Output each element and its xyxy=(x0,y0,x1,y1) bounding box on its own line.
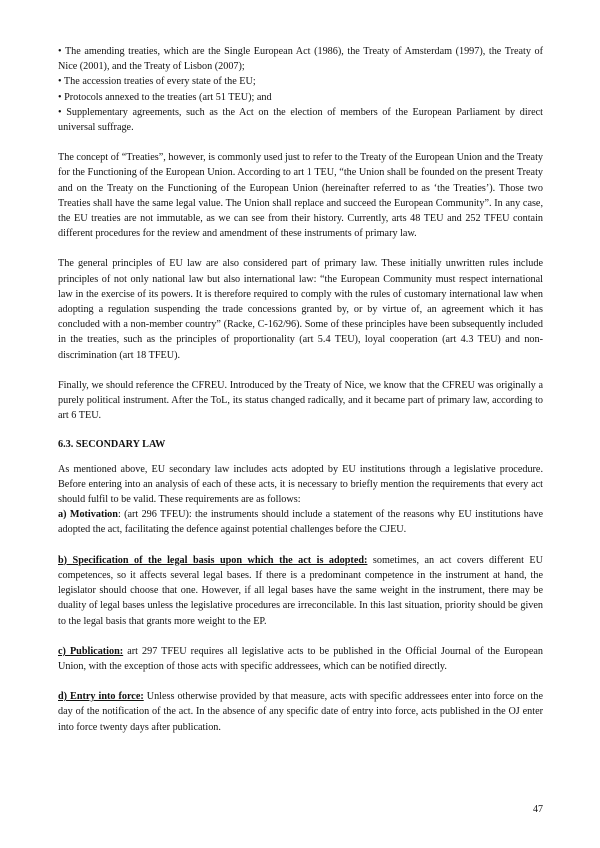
bullet-list xyxy=(58,44,543,135)
section-heading: 6.3. SECONDARY LAW xyxy=(58,439,166,451)
requirement-entry-into-force-text: Unless otherwise provided by that measure, acts with specific addressees enter into force on the day of the notification of the act. In the absence of any specific date of entry into force, acts published in the OJ enter into force twenty days after publication. xyxy=(58,691,543,733)
requirement-motivation xyxy=(58,507,543,537)
bullet-protocols: • Protocols annexed to the treaties (art 51 TEU); and xyxy=(58,91,272,103)
paragraph-general-principles: The general principles of EU law are also considered part of primary law. These initially unwritten rules include principles of not only national law but also international law: “the European Community must respect international law in the exercise of its powers. It is therefore required to comply with the rules of customary international law when adopting a regulation suspending the trade concessions granted by, or by virtue of, an agreement which it has concluded with a non-member country” (Racke, C-162/96). Some of these principles have been subsequently included in the treaties, such as the principles of proportionality (art 5.4 TEU), loyal cooperation (art 4.3 TEU) and non-discrimination (art 18 TFEU). xyxy=(58,258,543,361)
bullet-amending-treaties: • The amending treaties, which are the Single European Act (1986), the Treaty of Amsterdam (1997), the Treaty of Nice (2001), and the Treaty of Lisbon (2007); xyxy=(58,46,543,73)
page-number: 47 xyxy=(533,804,543,815)
requirement-publication-text: art 297 TFEU requires all legislative acts to be published in the Official Journal of the European Union, with the exception of those acts with specific addressees, which can be notified directly. xyxy=(58,645,543,672)
bullet-supplementary-agreements: • Supplementary agreements, such as the Act on the election of members of the European Parliament by direct universal suffrage. xyxy=(58,106,543,134)
requirement-motivation-text: : (art 296 TFEU): the instruments should include a statement of the reasons why EU institutions have adopted the act, facilitating the defence against potential challenges before the CJEU. xyxy=(58,509,543,536)
requirement-legal-basis-text: sometimes, an act covers different EU competences, so it affects several legal bases. If there is a predominant competence in the instrument at hand, the legislator should choose that one. However, if all legal bases have the same weight in the instrument, there may be duality of legal bases unless the legislative procedures are irreconcilable. In this last situation, priority should be given to the legal basis that grants more weight to the EP. xyxy=(58,554,543,627)
requirement-publication xyxy=(58,644,543,674)
requirement-entry-into-force xyxy=(58,689,543,735)
requirement-entry-into-force-label: d) Entry into force: xyxy=(58,691,144,703)
requirement-legal-basis-label: b) Specification of the legal basis upon which the act is adopted: xyxy=(58,554,368,566)
paragraph-cfreu: Finally, we should reference the CFREU. Introduced by the Treaty of Nice, we know that the CFREU was originally a purely political instrument. After the ToL, its status changed radically, and it became part of primary law, according to art 6 TEU. xyxy=(58,379,543,422)
requirement-publication-label: c) Publication: xyxy=(58,645,124,657)
requirement-legal-basis xyxy=(58,553,543,629)
document-body xyxy=(58,44,543,735)
paragraph-treaties: The concept of “Treaties”, however, is commonly used just to refer to the Treaty of the European Union and the Treaty for the Functioning of the European Union. According to art 1 TEU, “the Union shall be founded on the present Treaty and on the Treaty on the Functioning of the European Union (hereinafter referred to as ‘the Treaties’). Those two Treaties shall have the same legal value. The Union shall replace and succeed the European Community”. In any case, the EU treaties are not immutable, as we can see from their history. Currently, arts 48 TEU and 252 TFEU contain different procedures for the review and amendment of these instruments of primary law. xyxy=(58,152,543,240)
secondary-law-intro xyxy=(58,462,543,538)
requirement-motivation-label: a) Motivation xyxy=(58,509,118,521)
intro-text: As mentioned above, EU secondary law includes acts adopted by EU institutions through a legislative procedure. Before entering into an analysis of each of these acts, it is necessary to briefly mention the requirements that every act should fulfil to be valid. These requirements are as follows: xyxy=(58,463,543,506)
bullet-accession-treaties: • The accession treaties of every state of the EU; xyxy=(58,76,256,88)
